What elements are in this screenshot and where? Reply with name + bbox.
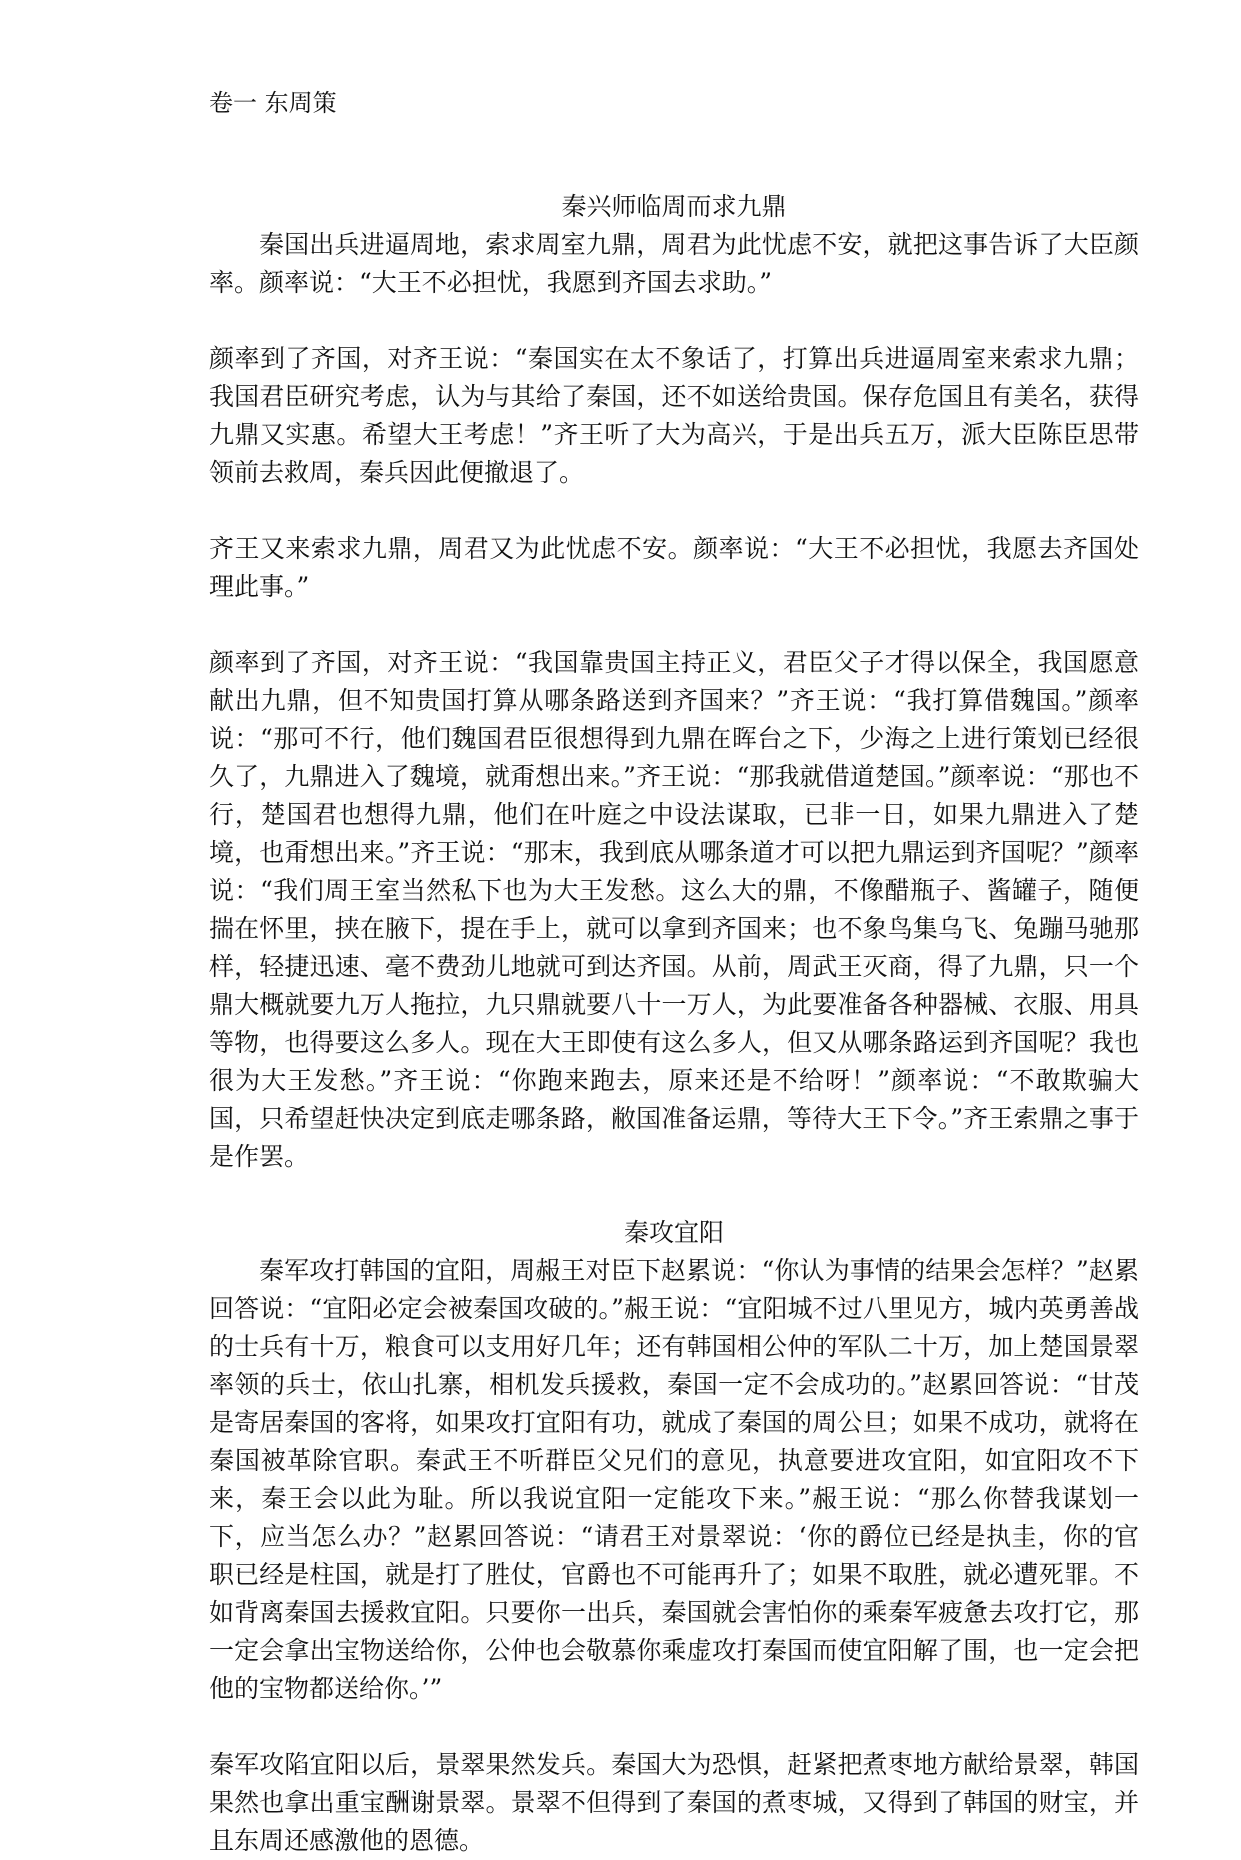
section-qin-attacks-yiyang [209,1214,1139,1860]
section-qin-seeks-nine-tripods [209,188,1139,1176]
paragraph: 秦军攻陷宜阳以后，景翠果然发兵。秦国大为恐惧，赶紧把煮枣地方献给景翠，韩国果然也拿出重宝酬谢景翠。景翠不但得到了秦国的煮枣城，又得到了韩国的财宝，并且东周还感激他的恩德。 [209,1750,1139,1855]
section-title: 秦兴师临周而求九鼎 [561,192,787,221]
document-body [209,188,1139,1860]
paragraph: 齐王又来索求九鼎，周君又为此忧虑不安。颜率说：“大王不必担忧，我愿去齐国处理此事。” [209,534,1139,601]
section-title: 秦攻宜阳 [623,1218,724,1247]
volume-title: 卷一 东周策 [209,89,337,117]
paragraph-spacer [209,492,1139,530]
paragraph: 颜率到了齐国，对齐王说：“秦国实在太不象话了，打算出兵进逼周室来索求九鼎；我国君臣研究考虑，认为与其给了秦国，还不如送给贵国。保存危国且有美名，获得九鼎又实惠。希望大王考虑！”齐王听了大为高兴，于是出兵五万，派大臣陈臣思带领前去救周，秦兵因此便撤退了。 [209,344,1139,487]
paragraph-spacer [209,606,1139,644]
paragraph-spacer [209,1708,1139,1746]
paragraph: 秦军攻打韩国的宜阳，周赧王对臣下赵累说：“你认为事情的结果会怎样？”赵累回答说：“宜阳必定会被秦国攻破的。”赧王说：“宜阳城不过八里见方，城内英勇善战的士兵有十万，粮食可以支用好几年；还有韩国相公仲的军队二十万，加上楚国景翠率领的兵士，依山扎寨，相机发兵援救，秦国一定不会成功的。”赵累回答说：“甘茂是寄居秦国的客将，如果攻打宜阳有功，就成了秦国的周公旦；如果不成功，就将在秦国被革除官职。秦武王不听群臣父兄们的意见，执意要进攻宜阳，如宜阳攻不下来，秦王会以此为耻。所以我说宜阳一定能攻下来。”赧王说：“那么你替我谋划一下，应当怎么办？”赵累回答说：“请君王对景翠说：‘你的爵位已经是执圭，你的官职已经是柱国，就是打了胜仗，官爵也不可能再升了；如果不取胜，就必遭死罪。不如背离秦国去援救宜阳。只要你一出兵，秦国就会害怕你的乘秦军疲惫去攻打它，那一定会拿出宝物送给你，公仲也会敬慕你乘虚攻打秦国而使宜阳解了围，也一定会把他的宝物都送给你。’” [209,1256,1139,1703]
paragraph: 颜率到了齐国，对齐王说：“我国靠贵国主持正义，君臣父子才得以保全，我国愿意献出九鼎，但不知贵国打算从哪条路送到齐国来？”齐王说：“我打算借魏国。”颜率说：“那可不行，他们魏国君臣很想得到九鼎在晖台之下，少海之上进行策划已经很久了，九鼎进入了魏境，就甭想出来。”齐王说：“那我就借道楚国。”颜率说：“那也不行，楚国君也想得九鼎，他们在叶庭之中设法谋取，已非一日，如果九鼎进入了楚境，也甭想出来。”齐王说：“那末，我到底从哪条道才可以把九鼎运到齐国呢？”颜率说：“我们周王室当然私下也为大王发愁。这么大的鼎，不像醋瓶子、酱罐子，随便揣在怀里，挟在腋下，提在手上，就可以拿到齐国来；也不象鸟集乌飞、兔蹦马驰那样，轻捷迅速、毫不费劲儿地就可到达齐国。从前，周武王灭商，得了九鼎，只一个鼎大概就要九万人拖拉，九只鼎就要八十一万人，为此要准备各种器械、衣服、用具等物，也得要这么多人。现在大王即使有这么多人，但又从哪条路运到齐国呢？我也很为大王发愁。”齐王说：“你跑来跑去，原来还是不给呀！”颜率说：“不敢欺骗大国，只希望赶快决定到底走哪条路，敝国准备运鼎，等待大王下令。”齐王索鼎之事于是作罢。 [209,648,1139,1171]
paragraph-spacer [209,302,1139,340]
paragraph: 秦国出兵进逼周地，索求周室九鼎，周君为此忧虑不安，就把这事告诉了大臣颜率。颜率说：“大王不必担忧，我愿到齐国去求助。” [209,230,1139,297]
